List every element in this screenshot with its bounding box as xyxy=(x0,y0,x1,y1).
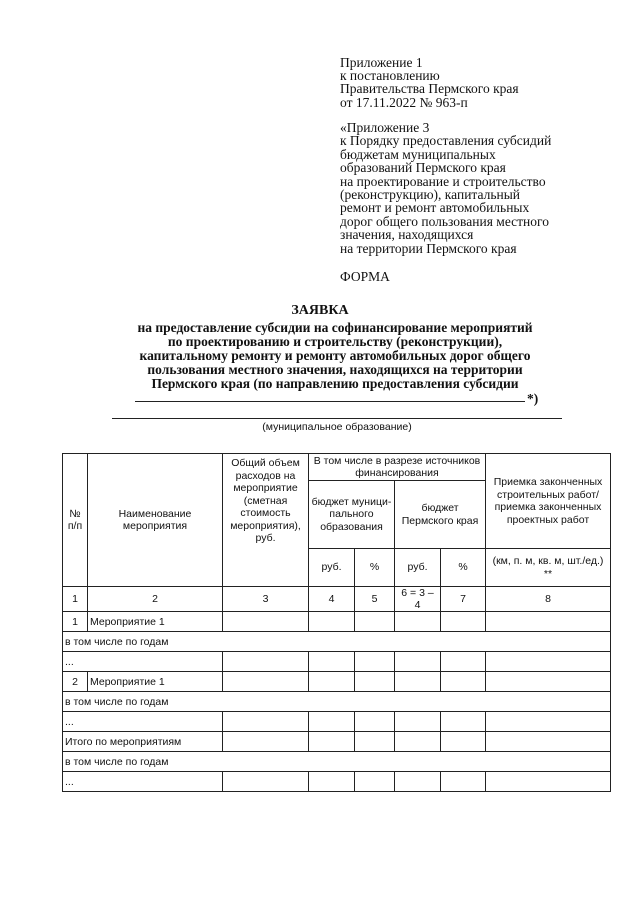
header-sources: В том числе в разрезе источников финансирования xyxy=(309,454,486,481)
subtitle-line: пользования местного значения, находящихся на территории xyxy=(147,362,523,377)
table-row xyxy=(63,772,611,792)
cell xyxy=(309,772,355,792)
municipality-fill-line xyxy=(112,418,562,419)
col-number: 6 = 3 – 4 xyxy=(395,587,441,612)
cell xyxy=(441,672,486,692)
cell xyxy=(395,672,441,692)
row-years: в том числе по годам xyxy=(63,632,611,652)
cell xyxy=(309,612,355,632)
row-dots: ... xyxy=(63,712,223,732)
row-name: Мероприятие 1 xyxy=(88,612,223,632)
footnote-mark: *) xyxy=(527,391,539,406)
header-mun-budget: бюджет муници-пального образования xyxy=(309,481,395,549)
col-number: 3 xyxy=(223,587,309,612)
header-num: № п/п xyxy=(63,454,88,587)
table-row xyxy=(63,692,611,712)
header-perm-pct: % xyxy=(441,549,486,587)
cell xyxy=(441,772,486,792)
cell xyxy=(223,732,309,752)
appendix-header xyxy=(340,56,620,109)
appendix3-line: «Приложение 3 xyxy=(340,120,430,135)
appendix-line: Правительства Пермского края xyxy=(340,81,519,97)
appendix3-block xyxy=(340,121,625,255)
cell xyxy=(309,652,355,672)
cell xyxy=(395,712,441,732)
row-dots: ... xyxy=(63,652,223,672)
header-total: Общий объем расходов на мероприятие (сметная стоимость мероприятия), руб. xyxy=(223,454,309,587)
appendix3-line: бюджетам муниципальных xyxy=(340,146,496,162)
cell xyxy=(441,652,486,672)
row-num: 2 xyxy=(63,672,88,692)
cell xyxy=(223,672,309,692)
row-years: в том числе по годам xyxy=(63,752,611,772)
appendix3-line: на территории Пермского края xyxy=(340,240,517,256)
subsidy-direction-fill-line xyxy=(135,401,525,402)
header-mun-rub: руб. xyxy=(309,549,355,587)
appendix3-line: образований Пермского края xyxy=(340,160,506,176)
table-row xyxy=(63,652,611,672)
appendix3-line: на проектирование и строительство xyxy=(340,173,546,189)
cell xyxy=(309,732,355,752)
header-name: Наименование мероприятия xyxy=(88,454,223,587)
col-number: 1 xyxy=(63,587,88,612)
cell xyxy=(486,732,611,752)
cell xyxy=(486,672,611,692)
application-table xyxy=(62,453,611,792)
table-row xyxy=(63,752,611,772)
cell xyxy=(309,672,355,692)
cell xyxy=(223,612,309,632)
row-total: Итого по мероприятиям xyxy=(63,732,223,752)
table-row xyxy=(63,632,611,652)
cell xyxy=(441,732,486,752)
col-number: 2 xyxy=(88,587,223,612)
header-mun-pct: % xyxy=(355,549,395,587)
cell xyxy=(355,732,395,752)
subtitle-line: Пермского края (по направлению предоставления субсидии xyxy=(151,376,519,391)
header-acceptance: Приемка законченных строительных работ/приемка законченных проектных работ xyxy=(486,454,611,549)
appendix-line: от 17.11.2022 № 963-п xyxy=(340,94,468,110)
row-num: 1 xyxy=(63,612,88,632)
table-row xyxy=(63,732,611,752)
cell xyxy=(395,772,441,792)
cell xyxy=(309,712,355,732)
row-years: в том числе по годам xyxy=(63,692,611,712)
appendix3-line: значения, находящихся xyxy=(340,227,474,243)
municipality-caption: (муниципальное образование) xyxy=(262,421,412,433)
document-subtitle xyxy=(100,321,570,391)
cell xyxy=(395,612,441,632)
cell xyxy=(441,712,486,732)
cell xyxy=(486,712,611,732)
header-perm-budget: бюджет Пермского края xyxy=(395,481,486,549)
cell xyxy=(486,772,611,792)
appendix-line: Приложение 1 xyxy=(340,55,423,70)
row-name: Мероприятие 1 xyxy=(88,672,223,692)
cell xyxy=(441,612,486,632)
col-number: 5 xyxy=(355,587,395,612)
cell xyxy=(395,652,441,672)
cell xyxy=(223,772,309,792)
document-title: ЗАЯВКА xyxy=(291,303,349,318)
column-numbers-row xyxy=(63,587,611,612)
form-label: ФОРМА xyxy=(340,269,390,284)
header-perm-rub: руб. xyxy=(395,549,441,587)
cell xyxy=(355,612,395,632)
cell xyxy=(486,652,611,672)
col-number: 4 xyxy=(309,587,355,612)
cell xyxy=(355,772,395,792)
table-row xyxy=(63,672,611,692)
cell xyxy=(223,652,309,672)
row-dots: ... xyxy=(63,772,223,792)
cell xyxy=(355,652,395,672)
table-row xyxy=(63,612,611,632)
subtitle-line: по проектированию и строительству (реконструкции), xyxy=(167,334,503,349)
subtitle-line: на предоставление субсидии на софинансирование мероприятий xyxy=(137,320,533,335)
appendix3-line: к Порядку предоставления субсидий xyxy=(340,133,552,149)
cell xyxy=(355,672,395,692)
cell xyxy=(355,712,395,732)
appendix-line: к постановлению xyxy=(340,68,440,84)
cell xyxy=(223,712,309,732)
cell xyxy=(395,732,441,752)
table-row xyxy=(63,712,611,732)
header-units: (км, п. м, кв. м, шт./ед.) ** xyxy=(486,549,611,587)
cell xyxy=(486,612,611,632)
col-number: 8 xyxy=(486,587,611,612)
col-number: 7 xyxy=(441,587,486,612)
subtitle-line: капитальному ремонту и ремонту автомобильных дорог общего xyxy=(139,348,531,363)
appendix3-line: ремонт и ремонт автомобильных xyxy=(340,200,530,216)
appendix3-line: (реконструкцию), капитальный xyxy=(340,187,521,203)
appendix3-line: дорог общего пользования местного xyxy=(340,213,549,229)
